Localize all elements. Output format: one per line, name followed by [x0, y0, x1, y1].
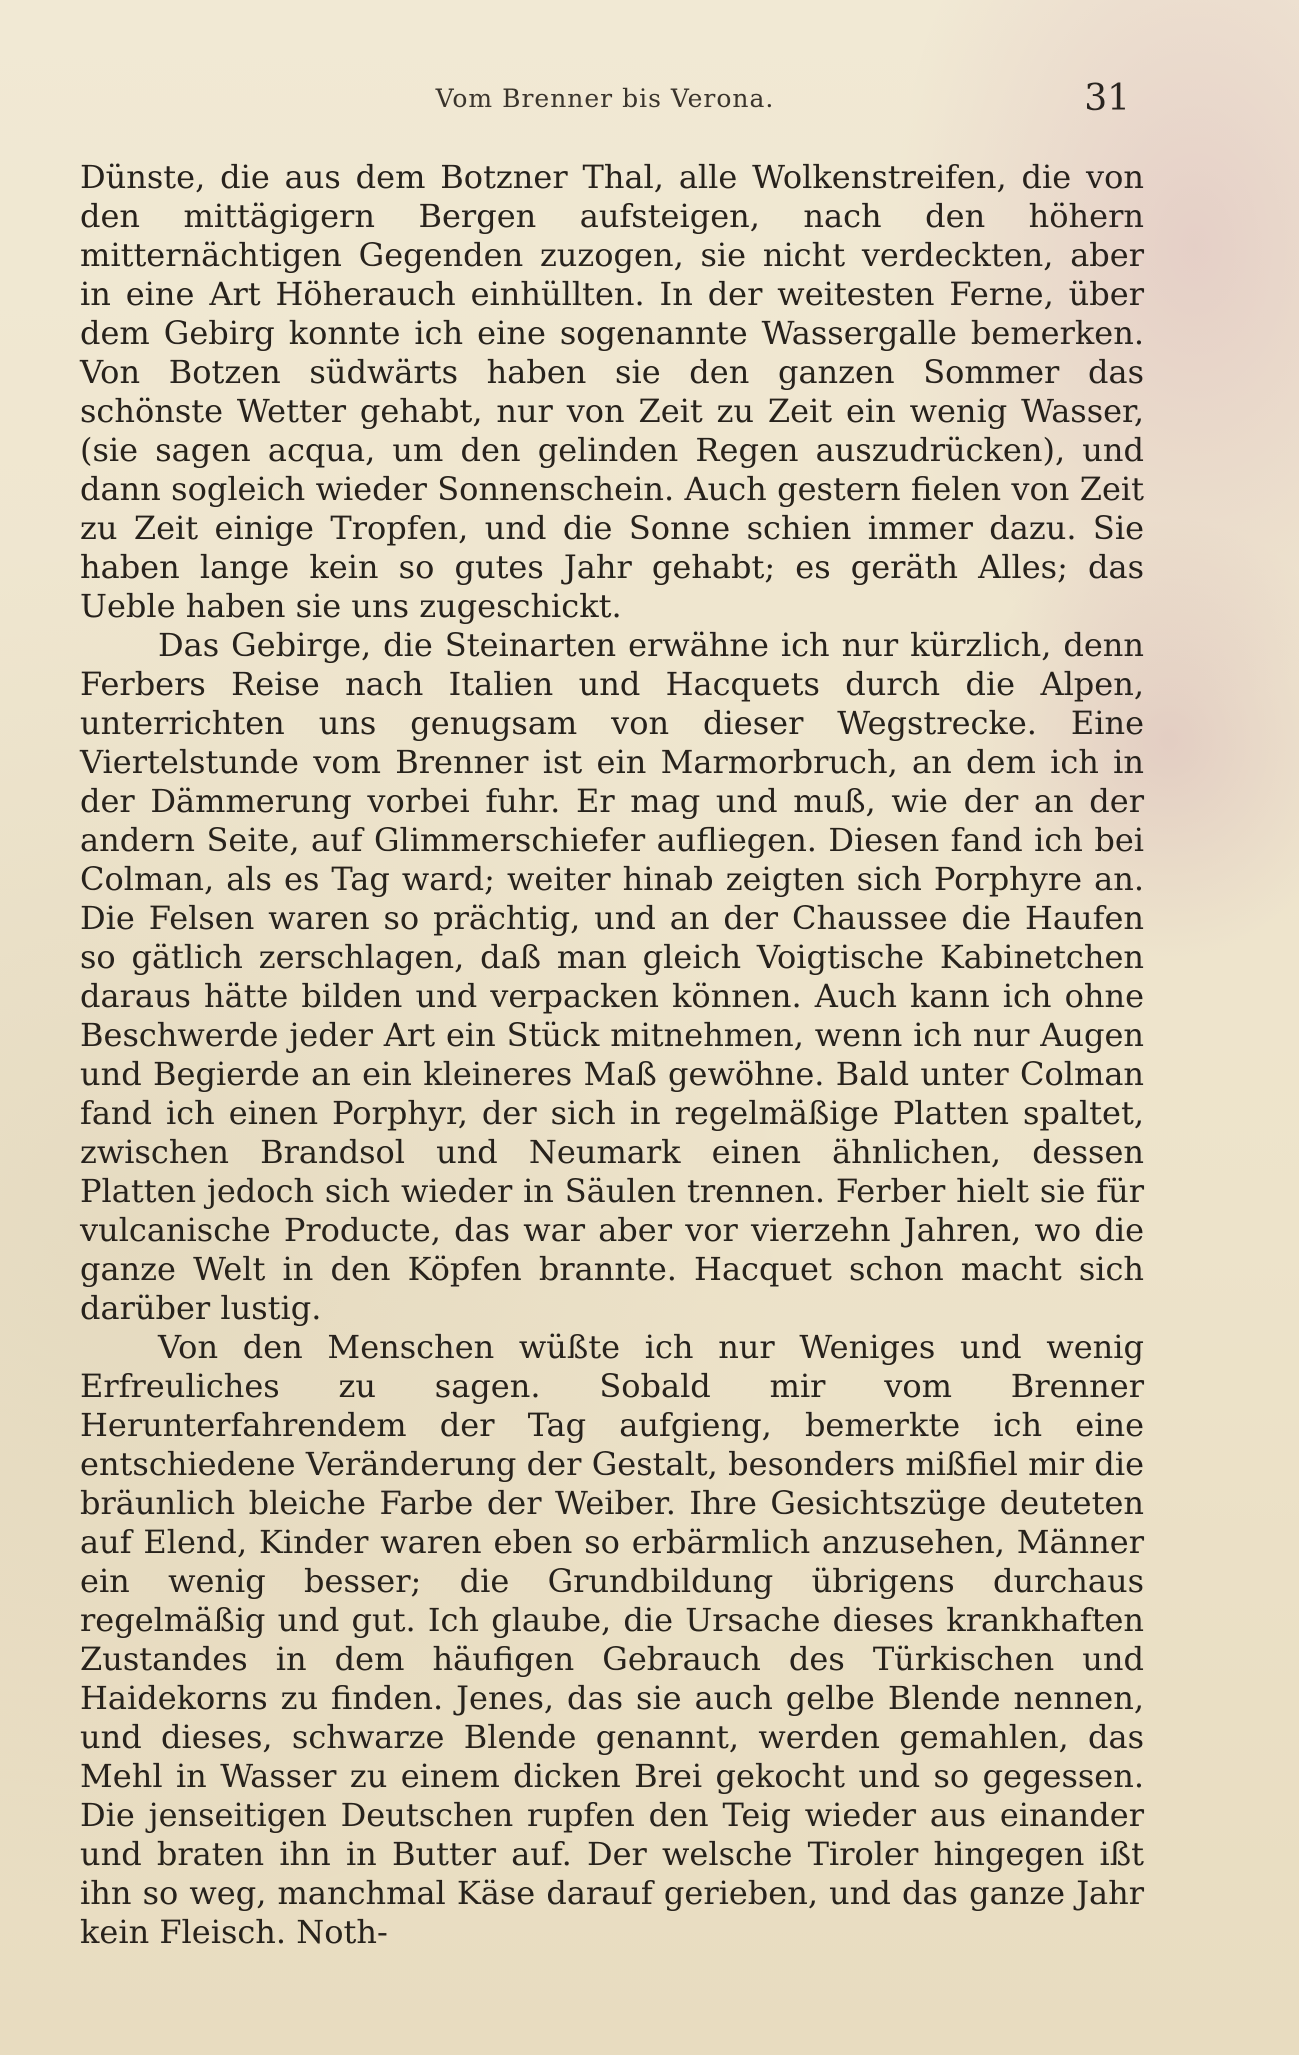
running-head: Vom Brenner bis Verona. [435, 84, 775, 113]
body-text [80, 158, 1144, 1952]
page-number: 31 [1084, 78, 1130, 119]
paragraph: Das Gebirge, die Steinarten erwähne ich nur kürzlich, denn Ferbers Reise nach Italien und Hacquets durch die Alpen, unterrichten uns genugsam von dieser Wegstrecke. Eine Viertelstunde vom Brenner ist ein Marmorbruch, an dem ich in der Dämmerung vorbei fuhr. Er mag und muß, wie der an der andern Seite, auf Glimmerschiefer aufliegen. Diesen fand ich bei Colman, als es Tag ward; weiter hinab zeigten sich Porphyre an. Die Felsen waren so prächtig, und an der Chaussee die Haufen so gätlich zerschlagen, daß man gleich Voigtische Kabinetchen daraus hätte bilden und verpacken können. Auch kann ich ohne Beschwerde jeder Art ein Stück mitnehmen, wenn ich nur Augen und Begierde an ein kleineres Maß gewöhne. Bald unter Colman fand ich einen Porphyr, der sich in regelmäßige Platten spaltet, zwischen Brandsol und Neumark einen ähnlichen, dessen Platten jedoch sich wieder in Säulen trennen. Ferber hielt sie für vulcanische Producte, das war aber vor vierzehn Jahren, wo die ganze Welt in den Köpfen brannte. Hacquet schon macht sich darüber lustig. [80, 626, 1144, 1327]
paragraph: Von den Menschen wüßte ich nur Weniges und wenig Erfreuliches zu sagen. Sobald mir vom Brenner Herunterfahrendem der Tag aufgieng, bemerkte ich eine entschiedene Veränderung der Gestalt, besonders mißfiel mir die bräunlich bleiche Farbe der Weiber. Ihre Gesichtszüge deuteten auf Elend, Kinder waren eben so erbärmlich anzusehen, Männer ein wenig besser; die Grundbildung übrigens durchaus regelmäßig und gut. Ich glaube, die Ursache dieses krankhaften Zustandes in dem häufigen Gebrauch des Türkischen und Haidekorns zu finden. Jenes, das sie auch gelbe Blende nennen, und dieses, schwarze Blende genannt, werden gemahlen, das Mehl in Wasser zu einem dicken Brei gekocht und so gegessen. Die jenseitigen Deutschen rupfen den Teig wieder aus einander und braten ihn in Butter auf. Der welsche Tiroler hingegen ißt ihn so weg, manchmal Käse darauf gerieben, und das ganze Jahr kein Fleisch. Noth- [80, 1328, 1144, 1951]
paragraph: Dünste, die aus dem Botzner Thal, alle Wolkenstreifen, die von den mittägigern Bergen aufsteigen, nach den höhern mitternächtigen Gegenden zuzogen, sie nicht verdeckten, aber in eine Art Höherauch einhüllten. In der weitesten Ferne, über dem Gebirg konnte ich eine sogenannte Wassergalle bemerken. Von Botzen südwärts haben sie den ganzen Sommer das schönste Wetter gehabt, nur von Zeit zu Zeit ein wenig Wasser, (sie sagen acqua, um den gelinden Regen auszudrücken), und dann sogleich wieder Sonnenschein. Auch gestern fielen von Zeit zu Zeit einige Tropfen, und die Sonne schien immer dazu. Sie haben lange kein so gutes Jahr gehabt; es geräth Alles; das Ueble haben sie uns zugeschickt. [80, 158, 1144, 625]
page-header [80, 78, 1130, 128]
